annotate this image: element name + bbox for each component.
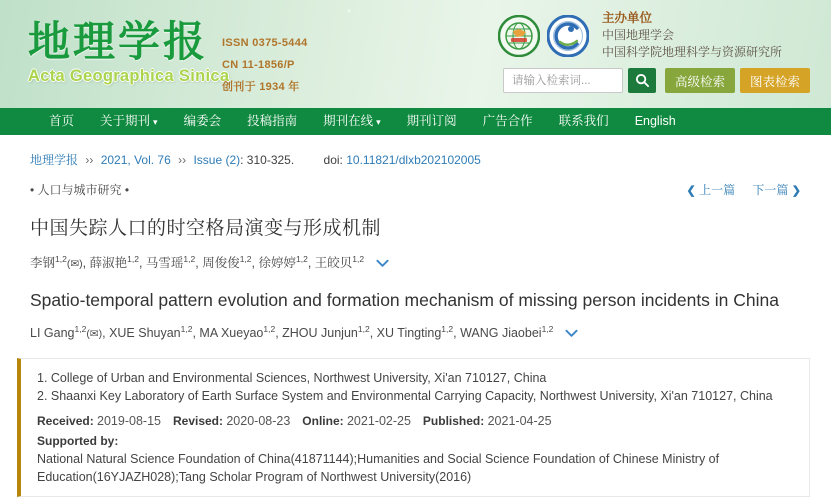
email-icon: (✉) <box>86 328 103 341</box>
nav-item-home[interactable]: 首页 <box>49 114 75 128</box>
breadcrumb-pages: : 310-325. <box>240 153 295 167</box>
nav-item-contact[interactable]: 联系我们 <box>558 114 609 128</box>
chevron-down-icon: ▾ <box>153 116 158 127</box>
breadcrumb-journal-link[interactable]: 地理学报 <box>30 153 79 167</box>
nav-item-subscription[interactable]: 期刊订阅 <box>406 114 457 128</box>
nav-item-submission-guide[interactable]: 投稿指南 <box>247 114 298 128</box>
affiliation-line: 2. Shaanxi Key Laboratory of Earth Surface System and Environmental Carrying Capacity, Northwest University, Xi'an 710127, China <box>37 388 773 403</box>
chevron-left-icon: ❮ <box>686 185 696 197</box>
author-link[interactable]: ZHOU Junjun$^{1,2}$ <box>282 324 370 341</box>
supported-by-label: Supported by: <box>37 434 119 449</box>
date-pair: Received: 2019-08-15 <box>37 414 161 429</box>
breadcrumb-issue-link[interactable]: Issue (2) <box>193 153 241 167</box>
search-input[interactable] <box>503 68 623 93</box>
sponsor-1: 中国地理学会 <box>602 28 675 42</box>
breadcrumb <box>30 151 801 168</box>
article-page <box>0 151 831 497</box>
sponsor-2: 中国科学院地理科学与资源研究所 <box>602 45 783 59</box>
article-title-en: Spatio-temporal pattern evolution and formation mechanism of missing person incidents in China <box>30 290 780 310</box>
authors-cn-row: 李钢$^{1,2}$(✉), 薛淑艳$^{1,2}$, 马雪瑶$^{1,2}$, 周俊俊$^{1,2}$, 徐婷婷$^{1,2}$, 王皎贝$^{1,2}$ <box>30 253 801 271</box>
author-link[interactable]: WANG Jiaobei$^{1,2}$ <box>460 324 554 341</box>
doi-link[interactable]: 10.11821/dlxb202102005 <box>346 153 481 167</box>
author-link[interactable]: 王皎贝$^{1,2}$ <box>314 253 365 270</box>
journal-title-en: Acta Geographica Sinica <box>28 67 230 85</box>
author-link[interactable]: 李钢$^{1,2}$(✉) <box>30 253 83 270</box>
chevron-right-icon: ❯ <box>791 185 801 197</box>
breadcrumb-separator: ›› <box>85 153 94 167</box>
supported-by-text: National Natural Science Foundation of China(41871144);Humanities and Social Science Foundation of Chinese Ministry of Education(16YJAZH028);Tang Scholar Program of Northwest University(2016) <box>37 452 720 484</box>
issn-block <box>222 32 308 98</box>
doi-label: doi: <box>323 153 343 167</box>
article-info-box <box>17 358 810 497</box>
nav-item-editorial-board[interactable]: 编委会 <box>183 114 222 128</box>
expand-authors-cn-icon[interactable] <box>376 257 389 271</box>
search-button[interactable] <box>628 68 656 93</box>
advanced-search-button[interactable]: 高级检索 <box>665 68 735 93</box>
sponsor-label: 主办单位 <box>602 11 653 25</box>
breadcrumb-volume-link[interactable]: 2021, Vol. 76 <box>100 153 171 167</box>
nav-item-journal-online[interactable]: 期刊在线 ▾ <box>323 113 381 128</box>
main-nav <box>0 108 831 135</box>
site-header <box>0 0 831 108</box>
nav-item-english[interactable]: English <box>634 114 676 128</box>
geographical-society-logo-icon <box>498 15 540 57</box>
author-link[interactable]: 徐婷婷$^{1,2}$ <box>258 253 308 270</box>
article-title-cn: 中国失踪人口的时空格局演变与形成机制 <box>30 218 382 239</box>
next-article-link[interactable]: 下一篇 ❯ <box>752 183 801 197</box>
journal-title-cn: 地理学报 <box>28 18 209 65</box>
author-link[interactable]: MA Xueyao$^{1,2}$ <box>199 324 276 341</box>
section-label: • 人口与城市研究 • <box>30 183 130 197</box>
figure-search-button[interactable]: 图表检索 <box>740 68 810 93</box>
article-pager <box>687 181 802 198</box>
search-icon <box>635 73 650 88</box>
igsnrr-logo-icon <box>547 15 589 57</box>
email-icon: (✉) <box>66 258 83 270</box>
affiliation-line: 1. College of Urban and Environmental Sciences, Northwest University, Xi'an 710127, China <box>37 371 547 386</box>
date-pair: Revised: 2020-08-23 <box>172 414 291 429</box>
author-link[interactable]: 薛淑艳$^{1,2}$ <box>89 253 139 270</box>
expand-authors-en-icon[interactable] <box>565 327 578 341</box>
author-link[interactable]: XU Tingting$^{1,2}$ <box>376 324 454 341</box>
authors-en-row: LI Gang$^{1,2}$(✉), XUE Shuyan$^{1,2}$, MA Xueyao$^{1,2}$, ZHOU Junjun$^{1,2}$, XU Tingting$^{1,2}$, WANG Jiaobei$^{1,2}$ <box>30 324 801 341</box>
founded-year: 创刊于 1934 年 <box>222 81 300 93</box>
date-pair: Online: 2021-02-25 <box>302 414 411 429</box>
author-link[interactable]: LI Gang$^{1,2}$(✉) <box>30 324 103 341</box>
date-pair: Published: 2021-04-25 <box>422 414 552 429</box>
cn-number: CN 11-1856/P <box>222 59 295 71</box>
nav-item-about[interactable]: 关于期刊 ▾ <box>100 113 158 128</box>
author-link[interactable]: 马雪瑶$^{1,2}$ <box>145 253 196 270</box>
author-link[interactable]: XUE Shuyan$^{1,2}$ <box>109 324 193 341</box>
breadcrumb-separator: ›› <box>178 153 187 167</box>
nav-item-advertising[interactable]: 广告合作 <box>482 114 533 128</box>
chevron-down-icon: ▾ <box>376 116 381 127</box>
prev-article-link[interactable]: ❮ 上一篇 <box>686 183 736 197</box>
author-link[interactable]: 周俊俊$^{1,2}$ <box>202 253 252 270</box>
issn-number: ISSN 0375-5444 <box>222 37 308 49</box>
article-dates <box>37 414 793 428</box>
journal-brand[interactable] <box>28 18 229 86</box>
